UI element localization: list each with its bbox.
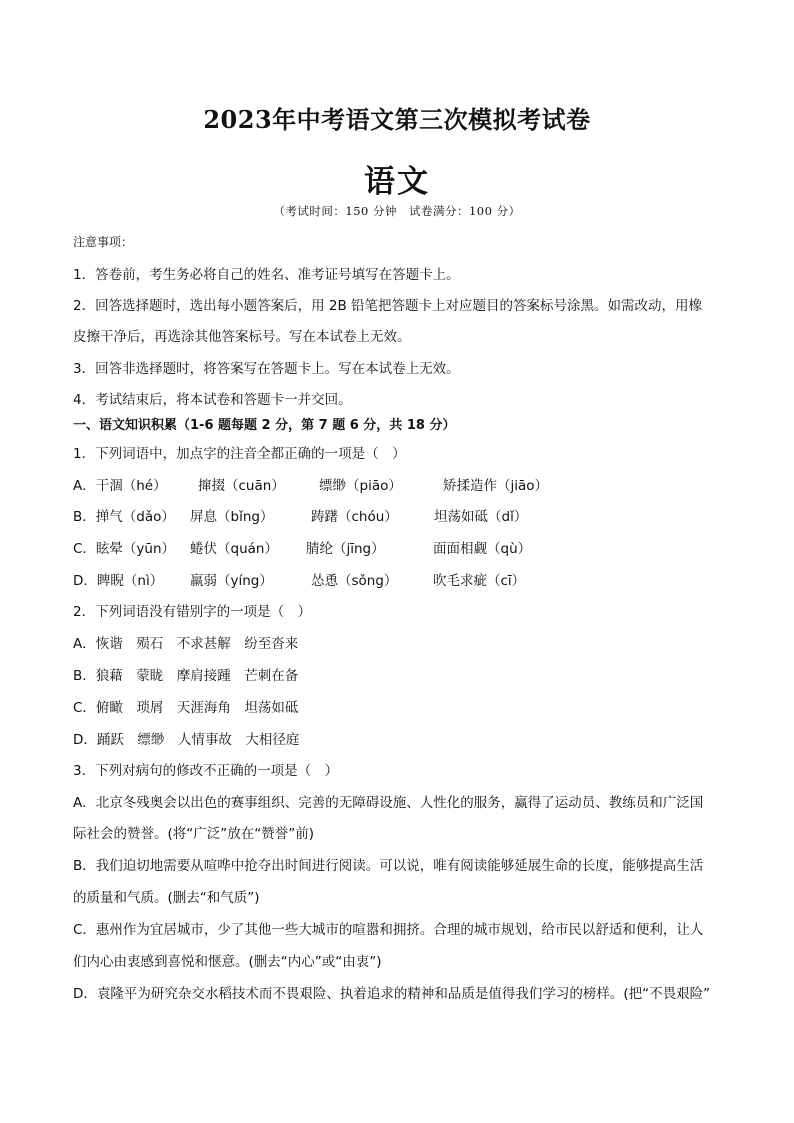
q1-option-d-1: D．睥睨（nì）: [73, 573, 164, 589]
notice-heading: 注意事项：: [73, 235, 134, 249]
q1-option-b-2: 屏息（bǐng）: [190, 509, 274, 525]
notice-item-1: 1．答卷前，考生务必将自己的姓名、准考证号填写在答题卡上。: [73, 267, 460, 283]
q1-option-a-1: A．干涸（hé）: [73, 478, 167, 494]
notice-item-4: 4．考试结束后，将本试卷和答题卡一并交回。: [73, 392, 352, 408]
q1-option-c-3: 腈纶（jīng）: [306, 541, 385, 557]
section-heading: 一、语文知识积累（1-6 题每题 2 分，第 7 题 6 分，共 18 分）: [73, 418, 456, 433]
q3-option-c-cont: 们内心由衷感到喜悦和惬意。(删去“内心”或“由衷”): [73, 954, 382, 970]
q1-option-c-2: 蜷伏（quán）: [190, 541, 278, 557]
q2-stem: 2．下列词语没有错别字的一项是（ ）: [73, 604, 312, 620]
q3-option-a-cont: 际社会的赞誉。(将“广泛”放在“赞誉”前): [73, 826, 315, 842]
q1-option-d-4: 吹毛求疵（cī）: [433, 573, 526, 589]
q3-option-a: A．北京冬残奥会以出色的赛事组织、完善的无障碍设施、人性化的服务，赢得了运动员、教练员和广泛国: [73, 795, 704, 811]
q1-option-a-3: 缥缈（piāo）: [319, 478, 402, 494]
subject-title: 语文: [364, 164, 430, 200]
q3-option-c: C．惠州作为宜居城市，少了其他一些大城市的喧嚣和拥挤。合理的城市规划，给市民以舒适和便利，让人: [73, 922, 704, 938]
q1-option-b-3: 踌躇（chóu）: [311, 509, 398, 525]
q1-option-a-2: 撺掇（cuān）: [198, 478, 285, 494]
exam-info: （考试时间：150 分钟 试卷满分：100 分）: [273, 204, 521, 218]
q2-option-b: B．狼藉 蒙眬 摩肩接踵 芒刺在备: [73, 668, 299, 684]
q1-option-d-2: 羸弱（yíng）: [190, 573, 273, 589]
notice-item-2-cont: 皮擦干净后，再选涂其他答案标号。写在本试卷上无效。: [73, 329, 411, 345]
q1-option-c-4: 面面相觑（qù）: [433, 541, 532, 557]
q2-option-c: C．俯瞰 琐屑 天涯海角 坦荡如砥: [73, 700, 299, 716]
q3-stem: 3．下列对病句的修改不正确的一项是（ ）: [73, 763, 339, 779]
q1-stem: 1．下列词语中，加点字的注音全都正确的一项是（ ）: [73, 446, 406, 462]
q1-option-c-1: C．眩晕（yūn）: [73, 541, 176, 557]
q2-option-d: D．踊跃 缥缈 人情事故 大相径庭: [73, 732, 300, 748]
q3-option-b: B．我们迫切地需要从喧哗中抢夺出时间进行阅读。可以说，唯有阅读能够延展生命的长度，能够提高生活: [73, 858, 704, 874]
q3-option-d: D．袁隆平为研究杂交水稻技术而不畏艰险、执着追求的精神和品质是值得我们学习的榜样。(把“不畏艰险”: [73, 986, 711, 1002]
q1-option-b-4: 坦荡如砥（dǐ）: [434, 509, 528, 525]
notice-item-2: 2．回答选择题时，选出每小题答案后，用 2B 铅笔把答题卡上对应题目的答案标号涂黑。如需改动，用橡: [73, 298, 703, 314]
q1-option-d-3: 怂恿（sǒng）: [311, 573, 398, 589]
notice-item-3: 3．回答非选择题时，将答案写在答题卡上。写在本试卷上无效。: [73, 361, 460, 377]
q2-option-a: A．恢谐 殒石 不求甚解 纷至沓来: [73, 636, 299, 652]
q3-option-b-cont: 的质量和气质。(删去“和气质”): [73, 890, 260, 906]
q1-option-b-1: B．掸气（dǎo）: [73, 509, 175, 525]
q1-option-a-4: 矫揉造作（jiāo）: [443, 478, 549, 494]
page-title: 2023年中考语文第三次模拟考试卷: [203, 105, 591, 134]
